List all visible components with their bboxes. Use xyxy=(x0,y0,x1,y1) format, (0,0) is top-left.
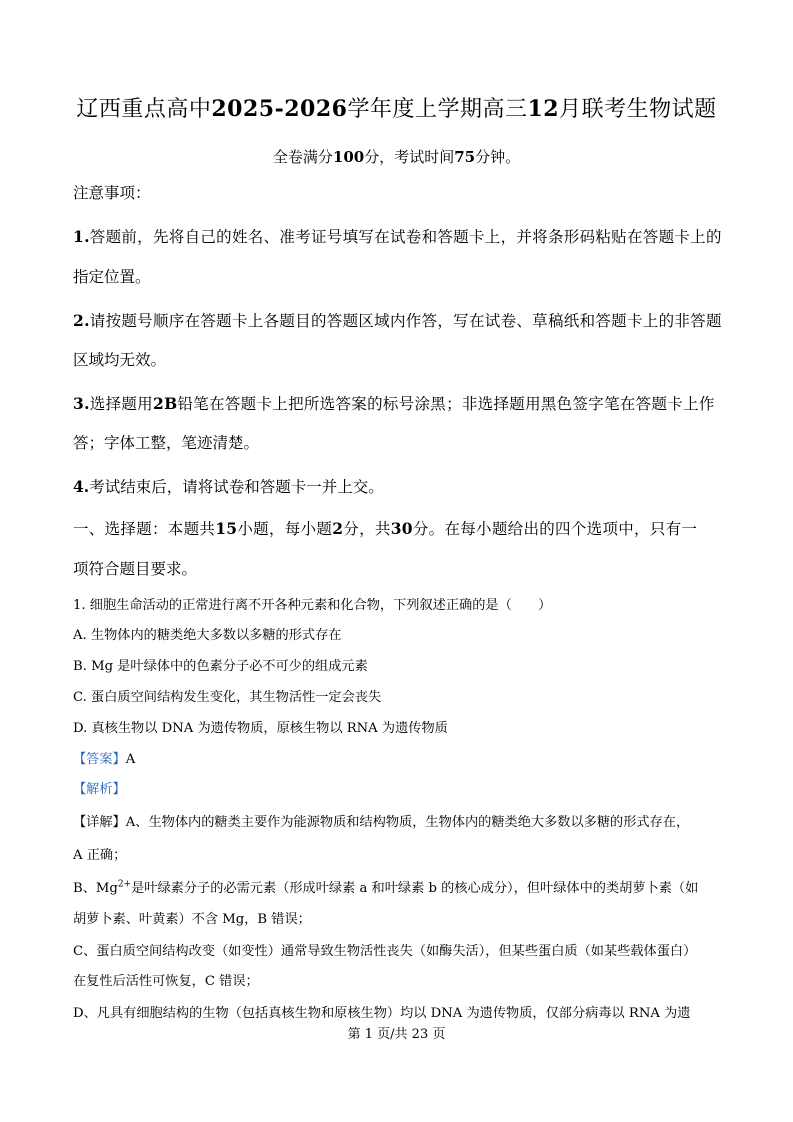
option-b: B. Mg 是叶绿体中的色素分子必不可少的组成元素 xyxy=(73,659,368,674)
title-month: 12 xyxy=(527,96,560,122)
page-footer: 第 1 页/共 23 页 xyxy=(347,1027,446,1042)
title-text: 月联考生物试题 xyxy=(559,97,717,122)
note-1-line-2: 指定位置。 xyxy=(73,268,151,286)
exam-info: 全卷满分100分，考试时间75分钟。 xyxy=(272,148,521,166)
section-heading-line-2: 项符合题目要求。 xyxy=(73,560,198,578)
document-title xyxy=(0,94,793,125)
note-2-line-2: 区域均无效。 xyxy=(73,351,167,369)
detail-tag: 【详解】 xyxy=(73,815,126,830)
analysis-tag: 【解析】 xyxy=(73,782,126,797)
option-a: A. 生物体内的糖类绝大多数以多糖的形式存在 xyxy=(73,628,342,643)
note-2-line-1: 2.请按题号顺序在答题卡上各题目的答题区域内作答，写在试卷、草稿纸和答题卡上的非答题 xyxy=(73,311,722,330)
detail-a-line-1: 【详解】A、生物体内的糖类主要作为能源物质和结构物质，生物体内的糖类绝大多数以多糖的形式存在， xyxy=(73,815,690,830)
answer-tag: 【答案】 xyxy=(73,752,126,767)
detail-b-line-2: 胡萝卜素、叶黄素）不含 Mg，B 错误； xyxy=(73,912,311,927)
detail-c-line-2: 在复性后活性可恢复，C 错误； xyxy=(73,974,259,989)
detail-b-line-1: B、$Mg^{2+}$是叶绿素分子的必需元素（形成叶绿素 a 和叶绿素 b 的核心成分），但叶绿体中的类胡萝卜素（如 xyxy=(73,879,699,896)
note-3-line-1: 3.选择题用2B铅笔在答题卡上把所选答案的标号涂黑；非选择题用黑色签字笔在答题卡上作 xyxy=(73,394,715,413)
title-text: 学年度上学期高三 xyxy=(347,97,528,122)
question-1-stem: 1. 细胞生命活动的正常进行离不开各种元素和化合物，下列叙述正确的是（ ） xyxy=(73,598,552,613)
note-3-line-2: 答；字体工整，笔迹清楚。 xyxy=(73,434,260,452)
title-years: 2025-2026 xyxy=(211,96,348,122)
total-score: 100 xyxy=(332,148,365,166)
notes-heading: 注意事项： xyxy=(73,184,151,202)
option-d: D. 真核生物以 DNA 为遗传物质，原核生物以 RNA 为遗传物质 xyxy=(73,721,448,736)
detail-d-line-1: D、凡具有细胞结构的生物（包括真核生物和原核生物）均以 DNA 为遗传物质，仅部分病毒以 RNA 为遗 xyxy=(73,1006,691,1021)
answer-line xyxy=(73,750,723,770)
note-1-line-1: 1.答题前，先将自己的姓名、准考证号填写在试卷和答题卡上，并将条形码粘贴在答题卡上的 xyxy=(73,227,722,246)
option-c: C. 蛋白质空间结构发生变化，其生物活性一定会丧失 xyxy=(73,690,382,705)
section-heading-line-1: 一、选择题：本题共15小题，每小题2分，共30分。在每小题给出的四个选项中，只有一 xyxy=(73,519,698,538)
detail-c-line-1: C、蛋白质空间结构改变（如变性）通常导致生物活性丧失（如酶失活），但某些蛋白质（如某些载体蛋白） xyxy=(73,944,697,959)
note-4: 4.考试结束后，请将试卷和答题卡一并上交。 xyxy=(73,477,384,496)
detail-a-line-2: A 正确； xyxy=(73,848,127,863)
title-text: 辽西重点高中 xyxy=(76,97,212,122)
answer-value: A xyxy=(125,752,136,767)
exam-time: 75 xyxy=(454,148,476,166)
